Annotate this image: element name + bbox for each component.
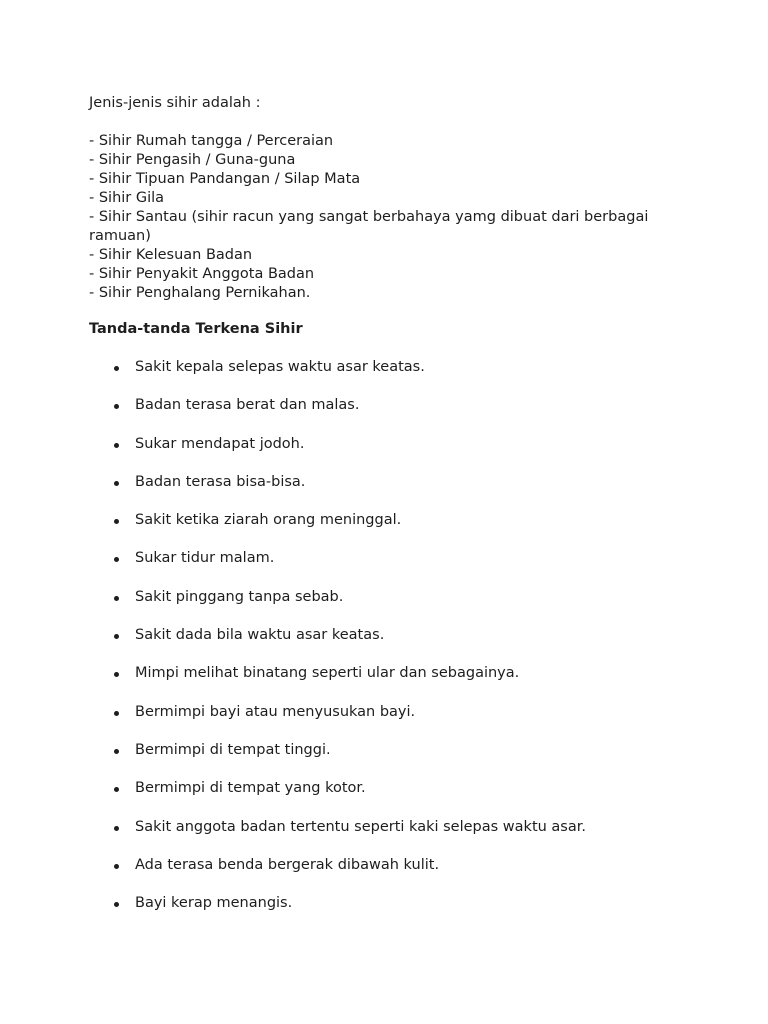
- sihir-type-item: - Sihir Gila: [89, 190, 165, 206]
- sign-list-item: [89, 741, 689, 760]
- sihir-type-item: - Sihir Kelesuan Badan: [89, 247, 253, 263]
- sign-list-item: [89, 703, 689, 722]
- sign-text: Sakit pinggang tanpa sebab.: [135, 588, 344, 605]
- sign-text: Sakit kepala selepas waktu asar keatas.: [135, 359, 425, 375]
- bullet-icon: [114, 902, 119, 907]
- sign-list-item: [89, 856, 689, 875]
- bullet-icon: [114, 672, 119, 677]
- sign-text: Bermimpi di tempat tinggi.: [135, 741, 331, 758]
- bullet-icon: [114, 519, 119, 524]
- sign-text: Sakit ketika ziarah orang meninggal.: [135, 512, 402, 529]
- sign-text: Bermimpi bayi atau menyusukan bayi.: [135, 703, 416, 720]
- sign-list-item: [89, 779, 689, 798]
- sign-list-item: [89, 818, 689, 837]
- bullet-icon: [114, 443, 119, 448]
- sign-list-item: [89, 664, 689, 683]
- sign-text: Bayi kerap menangis.: [135, 895, 293, 912]
- sign-list-item: [89, 549, 689, 568]
- sign-text: Badan terasa bisa-bisa.: [135, 473, 306, 490]
- sihir-type-item: - Sihir Rumah tangga / Perceraian: [89, 133, 334, 149]
- sign-list-item: [89, 358, 689, 377]
- bullet-icon: [114, 481, 119, 486]
- bullet-icon: [114, 864, 119, 869]
- sign-list-item: [89, 396, 689, 415]
- signs-list: [89, 358, 689, 913]
- bullet-icon: [114, 366, 119, 371]
- sign-list-item: [89, 473, 689, 492]
- sign-text: Sakit dada bila waktu asar keatas.: [135, 627, 385, 644]
- bullet-icon: [114, 557, 119, 562]
- sign-text: Badan terasa berat dan malas.: [135, 397, 360, 414]
- sign-text: Sukar tidur malam.: [135, 550, 275, 567]
- bullet-icon: [114, 634, 119, 639]
- intro-text: Jenis-jenis sihir adalah :: [89, 95, 261, 111]
- sihir-type-item: - Sihir Santau (sihir racun yang sangat berbahaya yamg dibuat dari berbagai ramuan): [89, 209, 649, 244]
- sihir-type-item: - Sihir Penghalang Pernikahan.: [89, 285, 311, 301]
- sihir-type-item: - Sihir Tipuan Pandangan / Silap Mata: [89, 171, 361, 187]
- signs-heading: Tanda-tanda Terkena Sihir: [89, 321, 303, 337]
- document-content: [89, 94, 689, 932]
- sign-list-item: [89, 626, 689, 645]
- sign-list-item: [89, 894, 689, 913]
- sihir-type-item: - Sihir Pengasih / Guna-guna: [89, 152, 296, 168]
- sign-text: Sakit anggota badan tertentu seperti kaki selepas waktu asar.: [135, 818, 586, 835]
- sign-list-item: [89, 588, 689, 607]
- sihir-types-list: [89, 132, 689, 303]
- sign-list-item: [89, 435, 689, 454]
- sihir-type-item: - Sihir Penyakit Anggota Badan: [89, 266, 315, 282]
- sign-text: Mimpi melihat binatang seperti ular dan sebagainya.: [135, 665, 520, 682]
- bullet-icon: [114, 711, 119, 716]
- sign-text: Ada terasa benda bergerak dibawah kulit.: [135, 856, 440, 873]
- bullet-icon: [114, 826, 119, 831]
- bullet-icon: [114, 787, 119, 792]
- sign-text: Bermimpi di tempat yang kotor.: [135, 780, 366, 797]
- bullet-icon: [114, 749, 119, 754]
- sign-list-item: [89, 511, 689, 530]
- bullet-icon: [114, 596, 119, 601]
- sign-text: Sukar mendapat jodoh.: [135, 435, 305, 452]
- bullet-icon: [114, 404, 119, 409]
